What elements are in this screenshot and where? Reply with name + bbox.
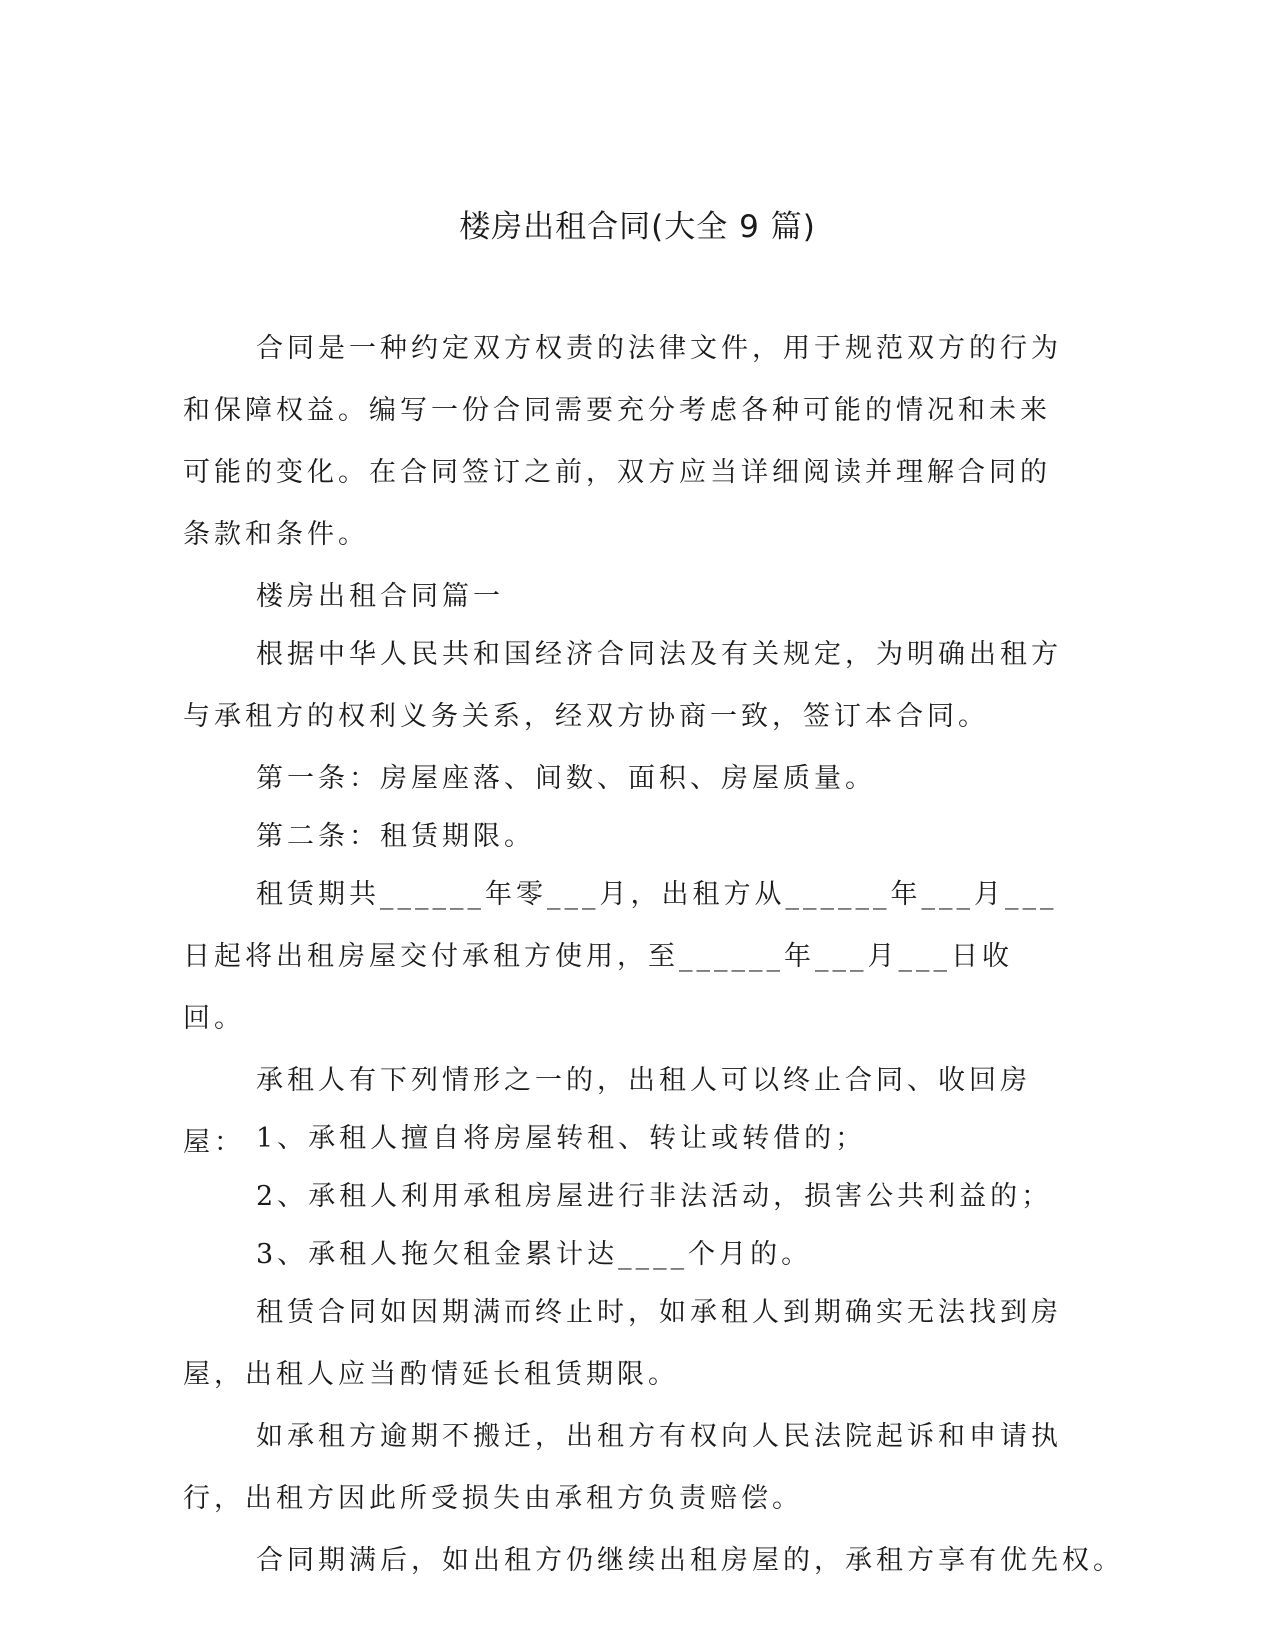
contract-paragraph: 根据中华人民共和国经济合同法及有关规定，为明确出租方与承租方的权利义务关系，经双方协商一致，签订本合同。 — [183, 639, 1062, 732]
lease-term-paragraph: 租赁期共______年零___月，出租方从______年___月___日起将出租房屋交付承租方使用，至______年___月___日收回。 — [183, 879, 1058, 1034]
list-item: 3、承租人拖欠租金累计达____个月的。 — [256, 1239, 813, 1270]
document-body — [183, 318, 1124, 1588]
termination-paragraph: 承租人有下列情形之一的，出租人可以终止合同、收回房屋： — [183, 1065, 1031, 1158]
list-item: 1、承租人擅自将房屋转租、转让或转借的； — [256, 1123, 867, 1154]
clause-paragraph: 第二条：租赁期限。 — [256, 821, 535, 852]
clause-paragraph: 第一条：房屋座落、间数、面积、房屋质量。 — [256, 763, 876, 794]
document-title: 楼房出租合同(大全 9 篇) — [459, 209, 816, 245]
contract-paragraph: 合同期满后，如出租方仍继续出租房屋的，承租方享有优先权。 — [256, 1545, 1124, 1576]
contract-paragraph: 租赁合同如因期满而终止时，如承租人到期确实无法找到房屋，出租人应当酌情延长租赁期限。 — [183, 1297, 1062, 1390]
intro-paragraph: 合同是一种约定双方权责的法律文件，用于规范双方的行为和保障权益。编写一份合同需要充分考虑各种可能的情况和未来可能的变化。在合同签订之前，双方应当详细阅读并理解合同的条款和条件。 — [183, 333, 1062, 550]
contract-paragraph: 如承租方逾期不搬迁，出租方有权向人民法院起诉和申请执行，出租方因此所受损失由承租方负责赔偿。 — [183, 1421, 1062, 1514]
list-item: 2、承租人利用承租房屋进行非法活动，损害公共利益的； — [256, 1181, 1053, 1212]
section-heading: 楼房出租合同篇一 — [256, 581, 504, 612]
